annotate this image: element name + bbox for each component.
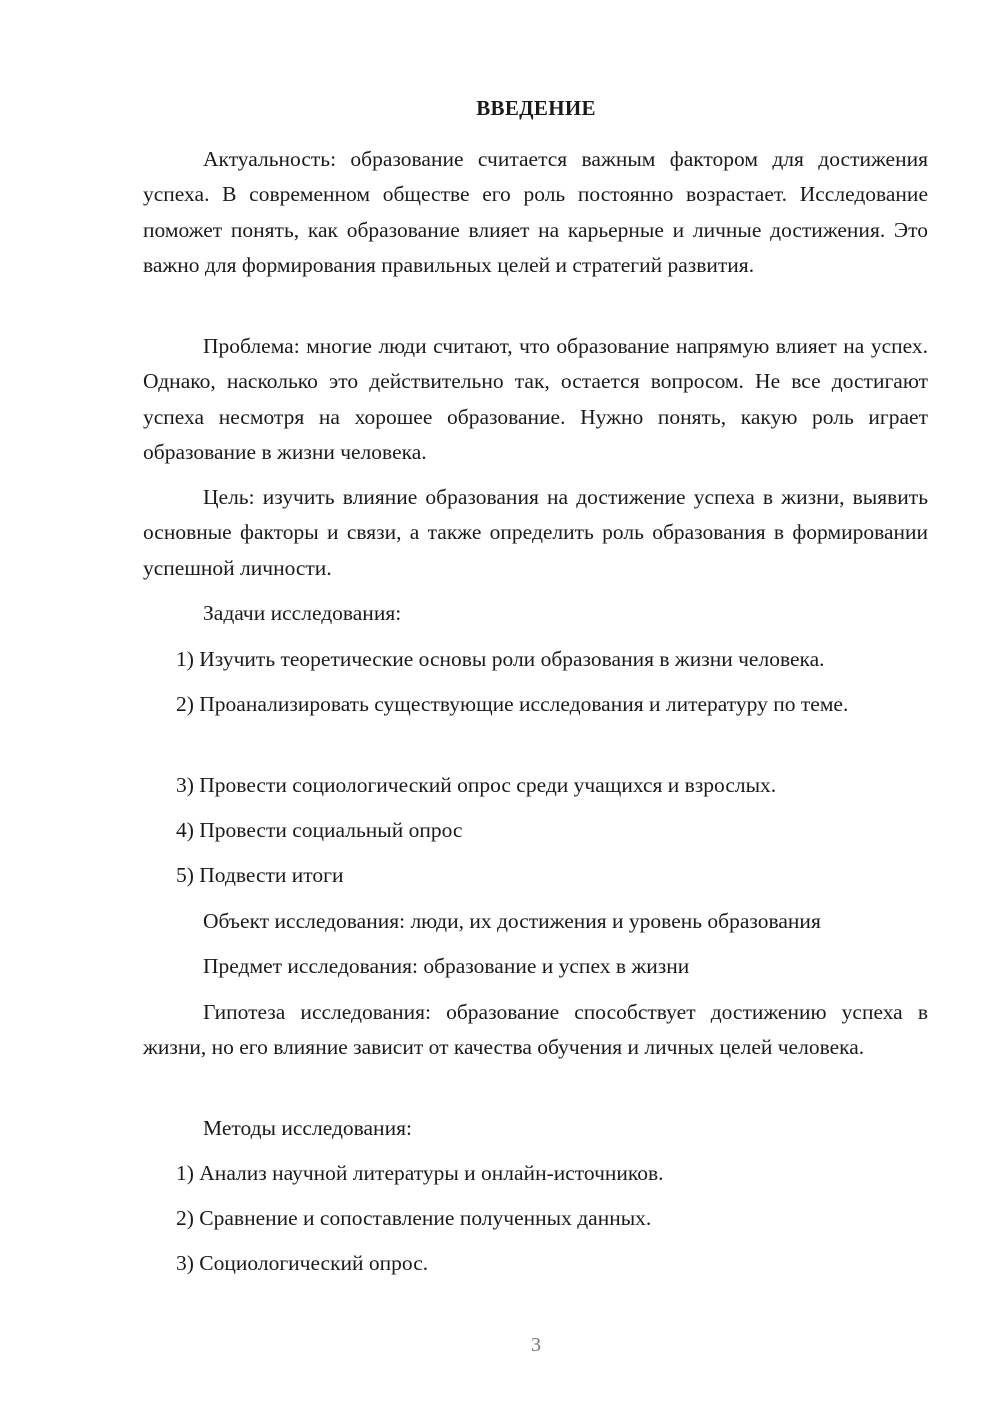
object-line: Объект исследования: люди, их достижения и уровень образования (203, 909, 821, 933)
task-item-4: 4) Провести социальный опрос (176, 818, 463, 842)
tasks-heading: Задачи исследования: (203, 601, 402, 625)
section-title: ВВЕДЕНИЕ (476, 96, 596, 120)
task-item-2: 2) Проанализировать существующие исследования и литературу по теме. (176, 692, 849, 716)
task-item-5: 5) Подвести итоги (176, 863, 344, 887)
task-item-3: 3) Провести социологический опрос среди учащихся и взрослых. (176, 773, 777, 797)
problem-paragraph: Проблема: многие люди считают, что образование напрямую влияет на успех. Однако, насколько это действительно так, остается вопросом. Не все достигают успеха несмотря на хорошее образование. Нужно понять, какую роль играет образование в жизни человека. (143, 334, 928, 464)
method-item-1: 1) Анализ научной литературы и онлайн-источников. (176, 1161, 664, 1185)
relevance-paragraph: Актуальность: образование считается важным фактором для достижения успеха. В современном обществе его роль постоянно возрастает. Исследование поможет понять, как образование влияет на карьерные и личные достижения. Это важно для формирования правильных целей и стратегий развития. (143, 147, 928, 277)
task-item-1: 1) Изучить теоретические основы роли образования в жизни человека. (176, 647, 825, 671)
page-number: 3 (531, 1334, 541, 1356)
methods-heading: Методы исследования: (203, 1116, 412, 1140)
method-item-3: 3) Социологический опрос. (176, 1251, 429, 1275)
method-item-2: 2) Сравнение и сопоставление полученных данных. (176, 1206, 652, 1230)
hypothesis-paragraph: Гипотеза исследования: образование способствует достижению успеха в жизни, но его влияние зависит от качества обучения и личных целей человека. (143, 1000, 928, 1060)
subject-line: Предмет исследования: образование и успех в жизни (203, 954, 690, 978)
goal-paragraph: Цель: изучить влияние образования на достижение успеха в жизни, выявить основные факторы и связи, а также определить роль образования в формировании успешной личности. (143, 485, 928, 580)
